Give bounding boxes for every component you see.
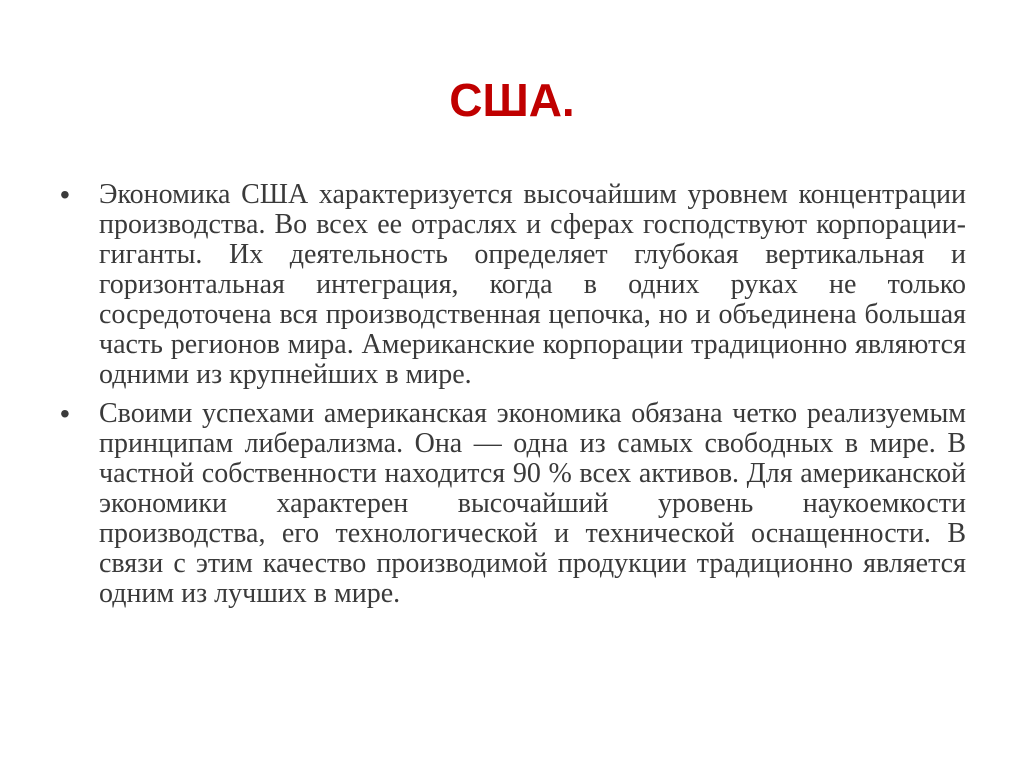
- bullet-text: Своими успехами американская экономика обязана четко реализуемым принципам либерализма. Она — одна из самых свободных в мире. В частной собственности находится 90 % всех активов. Для американской экономики характерен высочайший уровень наукоемкости производства, его технологической и технической оснащенности. В связи с этим качество производимой продукции традиционно является одним из лучших в мире.: [99, 398, 966, 609]
- bullet-text: Экономика США характеризуется высочайшим уровнем концентрации производства. Во всех ее отраслях и сферах господствуют корпорации-гиганты. Их деятельность определяет глубокая вертикальная и горизонтальная интеграция, когда в одних руках не только сосредоточена вся производственная цепочка, но и объединена большая часть регионов мира. Американские корпорации традиционно являются одними из крупнейших в мире.: [99, 179, 966, 390]
- bullet-item: [60, 399, 966, 609]
- slide-title: США.: [449, 74, 575, 126]
- bullet-marker: •: [60, 398, 70, 429]
- bullet-item: [60, 180, 966, 390]
- bullet-list: [60, 180, 966, 618]
- bullet-marker: •: [60, 179, 70, 210]
